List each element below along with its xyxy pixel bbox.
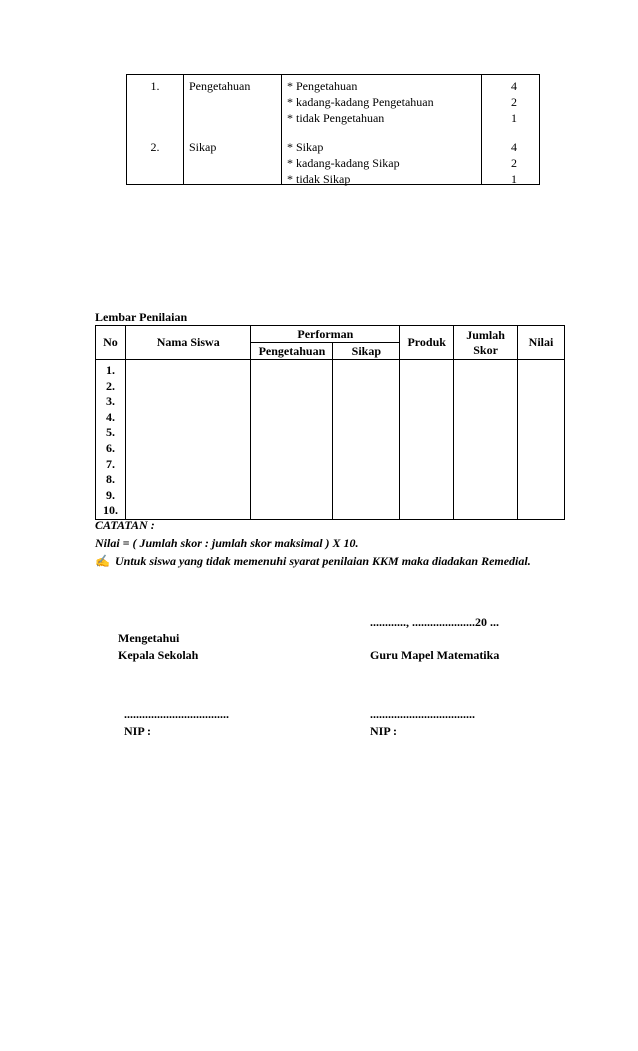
row-number: 3. xyxy=(105,394,115,409)
rubric-descriptor: * tidak Pengetahuan xyxy=(287,111,385,125)
rubric-aspect: Pengetahuan xyxy=(189,79,251,93)
sheet-title: Lembar Penilaian xyxy=(95,310,188,324)
left-signature-header xyxy=(118,630,198,664)
right-name-line: ................................... xyxy=(370,707,475,721)
mengetahui-label: Mengetahui xyxy=(118,631,180,645)
header-pengetahuan: Pengetahuan xyxy=(251,343,333,360)
nama-siswa-cell xyxy=(125,360,251,520)
notes xyxy=(95,516,531,570)
rubric-descriptor: * tidak Sikap xyxy=(287,172,351,186)
rubric-score: 1 xyxy=(511,111,517,125)
header-jumlah-skor xyxy=(454,326,518,360)
header-nama-siswa: Nama Siswa xyxy=(125,326,251,360)
remedial-text: Untuk siswa yang tidak memenuhi syarat penilaian KKM maka diadakan Remedial. xyxy=(115,554,531,568)
column-divider xyxy=(281,75,282,184)
header-performan: Performan xyxy=(251,326,400,343)
rubric-aspect: Sikap xyxy=(189,140,217,154)
catatan-label: CATATAN : xyxy=(95,518,155,532)
row-number: 7. xyxy=(105,456,115,471)
column-divider xyxy=(183,75,184,184)
rubric-score: 4 xyxy=(511,79,517,93)
left-nip-label: NIP : xyxy=(124,724,151,738)
row-number: 4. xyxy=(105,409,115,424)
rubric-table xyxy=(126,74,540,185)
rubric-descriptor: * Pengetahuan xyxy=(287,79,358,93)
jumlah-skor-cell xyxy=(454,360,518,520)
rubric-descriptor: * Sikap xyxy=(287,140,324,154)
rubric-row-number: 1. xyxy=(150,79,160,93)
row-number: 1. xyxy=(105,363,115,377)
row-number: 2. xyxy=(105,378,115,393)
header-produk: Produk xyxy=(400,326,454,360)
row-number: 9. xyxy=(105,487,115,502)
row-number: 6. xyxy=(105,440,115,455)
rubric-row-number: 2. xyxy=(150,140,160,154)
header-no: No xyxy=(96,326,126,360)
row-number: 5. xyxy=(105,425,115,440)
formula-text: Nilai = ( Jumlah skor : jumlah skor maksimal ) X 10. xyxy=(95,536,359,550)
header-nilai: Nilai xyxy=(518,326,565,360)
rubric-score: 4 xyxy=(511,140,517,154)
header-sikap: Sikap xyxy=(333,343,400,360)
rubric-descriptor: * kadang-kadang Pengetahuan xyxy=(287,95,434,109)
kepala-sekolah-label: Kepala Sekolah xyxy=(118,648,199,662)
assessment-table xyxy=(95,325,565,520)
row-number: 8. xyxy=(105,472,115,487)
right-signature-block xyxy=(370,706,475,740)
left-name-line: ................................... xyxy=(124,707,229,721)
header-jumlah-line1: Jumlah xyxy=(466,327,505,342)
rubric-score: 2 xyxy=(511,95,517,109)
writing-hand-icon: ✍ xyxy=(95,554,110,568)
column-divider xyxy=(481,75,482,184)
right-nip-label: NIP : xyxy=(370,724,397,738)
row-number-column xyxy=(96,360,126,520)
header-jumlah-line2: Skor xyxy=(473,342,498,357)
left-signature-block xyxy=(124,706,229,740)
sikap-cell xyxy=(333,360,400,520)
remedial-note xyxy=(95,552,531,570)
rubric-score: 1 xyxy=(511,172,517,186)
pengetahuan-cell xyxy=(251,360,333,520)
rubric-descriptor: * kadang-kadang Sikap xyxy=(287,156,400,170)
guru-mapel-label: Guru Mapel Matematika xyxy=(370,648,500,662)
produk-cell xyxy=(400,360,454,520)
date-line: ............, .....................20 ... xyxy=(370,615,499,629)
rubric-score: 2 xyxy=(511,156,517,170)
row-number: 10. xyxy=(102,503,118,518)
nilai-cell xyxy=(518,360,565,520)
